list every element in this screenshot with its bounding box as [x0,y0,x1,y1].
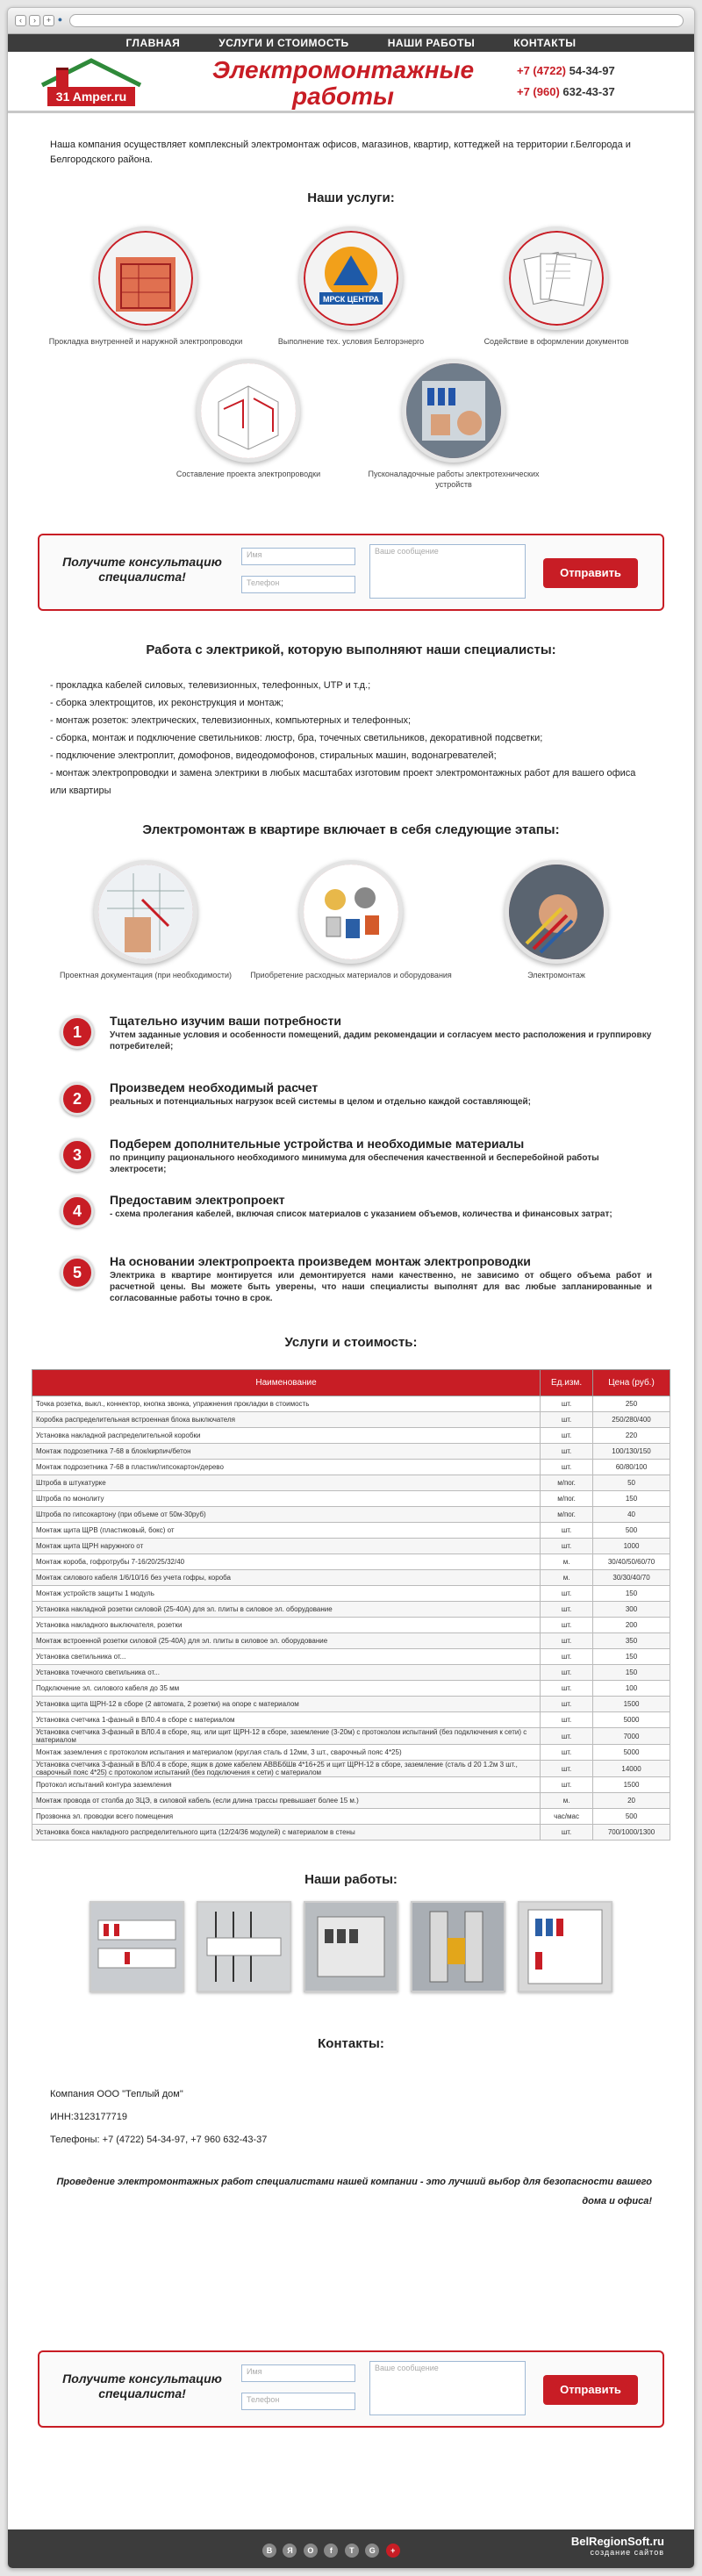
service-caption: Содействие в оформлении документов [484,337,629,346]
phone-input[interactable]: Телефон [241,2393,355,2410]
price-cell: 20 [593,1793,670,1809]
service-name-cell: Монтаж устройств защиты 1 модуль [32,1586,541,1602]
service-name-cell: Установка точечного светильника от... [32,1665,541,1681]
add-share-icon[interactable]: + [386,2544,400,2558]
unit-cell: шт. [541,1586,593,1602]
globe-icon: ● [57,15,63,24]
step-text: Учтем заданные условия и особенности помещений, дадим рекомендации и согласуем место расположения и группировку потребителей; [110,1030,652,1051]
table-row [32,1697,670,1712]
price-cell: 300 [593,1602,670,1618]
price-cell: 30/30/40/70 [593,1570,670,1586]
service-name-cell: Точка розетка, выкл., коннектор, кнопка звонка, упражнения прокладки в стоимость [32,1396,541,1412]
works-title: Наши работы: [304,1872,398,1887]
service-name-cell: Штроба по монолиту [32,1491,541,1507]
service-name-cell: Коробка распределительная встроенная блока выключателя [32,1412,541,1428]
name-input[interactable]: Имя [241,548,355,565]
table-row [32,1793,670,1809]
service-name-cell: Установка накладной розетки силовой (25-40А) для эл. плиты в силовое эл. оборудование [32,1602,541,1618]
table-row [32,1507,670,1523]
developer-brand[interactable] [571,2535,664,2557]
price-cell: 250 [593,1396,670,1412]
intro-text: Наша компания осуществляет комплексный электромонтаж офисов, магазинов, квартир, коттеджей на территории г.Белгорода и Белгородского района. [50,140,631,165]
table-row [32,1586,670,1602]
service-name-cell: Прозвонка эл. проводки всего помещения [32,1809,541,1825]
phone-1 [517,64,615,77]
mrsk-label: МРСК ЦЕНТРА [322,295,380,304]
unit-cell: шт. [541,1681,593,1697]
prices-title: Услуги и стоимость: [284,1335,418,1350]
name-input[interactable]: Имя [241,2364,355,2382]
works-gallery [8,1901,694,1992]
service-name-cell: Монтаж подрозетника 7-68 в пластик/гипсокартон/дерево [32,1460,541,1475]
price-cell: 150 [593,1665,670,1681]
service-name-cell: Установка накладной распределительной коробки [32,1428,541,1444]
list-item: - прокладка кабелей силовых, телевизионных, телефонных, UTP и т.д.; [50,680,371,691]
site-title [211,57,475,110]
social-icons [262,2542,403,2558]
phone-1-code: +7 (4722) [517,64,567,77]
message-textarea[interactable]: Ваше сообщение [369,2361,526,2415]
house-logo-icon[interactable] [39,57,144,110]
message-textarea[interactable]: Ваше сообщение [369,544,526,599]
service-name-cell: Штроба по гипсокартону (при объеме от 50м-30руб) [32,1507,541,1523]
table-row [32,1475,670,1491]
stage-card [43,860,248,980]
service-name-cell: Протокол испытаний контура заземления [32,1777,541,1793]
service-card[interactable] [454,226,659,347]
unit-cell: шт. [541,1697,593,1712]
price-cell: 5000 [593,1712,670,1728]
nav-home[interactable]: ГЛАВНАЯ [125,37,181,49]
step-title: Предоставим электропроект [110,1193,285,1207]
odnoklassniki-icon[interactable]: О [304,2544,318,2558]
step-text: Электрика в квартире монтируется или демонтируется нами качественно, не зависимо от общего объема работ и расчетной цены. Вы можете быть уверены, что наши специалисты выполнят для вас любые запланированные и согласованные работы точно в срок. [110,1271,652,1303]
nav-contacts[interactable]: КОНТАКТЫ [513,37,577,49]
service-name-cell: Установка щита ЩРН-12 в сборе (2 автомата, 2 розетки) на опоре с материалом [32,1697,541,1712]
step-title: Тщательно изучим ваши потребности [110,1014,341,1028]
consult-form-bottom [38,2350,664,2428]
service-caption: Прокладка внутренней и наружной электропроводки [48,337,243,346]
phone-1-number: 54-34-97 [569,64,615,77]
table-row [32,1396,670,1412]
price-cell: 500 [593,1523,670,1539]
price-cell: 30/40/50/60/70 [593,1554,670,1570]
price-cell: 100/130/150 [593,1444,670,1460]
tagline: Проведение электромонтажных работ специалистами нашей компании - это лучший выбор для безопасности вашего дома и офиса! [56,2177,652,2206]
logo-text: 31 Amper.ru [55,90,127,104]
table-row [32,1570,670,1586]
step-number: 1 [61,1015,94,1049]
unit-cell: шт. [541,1712,593,1728]
step-item [50,1254,652,1326]
service-name-cell: Установка счетчика 3-фазный в ВЛ0.4 в сборе, ящ. или щит ЩРН-12 в сборе, заземление (3-20м) с протоколом испытаний (без подключения к сети) с материалом [32,1728,541,1745]
main-nav [8,34,694,52]
list-item: - монтаж розеток: электрических, телевизионных, компьютерных и телефонных; [50,715,412,726]
table-row [32,1539,670,1554]
price-cell: 250/280/400 [593,1412,670,1428]
table-row [32,1649,670,1665]
step-number: 4 [61,1195,94,1228]
table-row [32,1665,670,1681]
service-name-cell: Монтаж силового кабеля 1/6/10/16 без учета гофры, короба [32,1570,541,1586]
list-item: - сборка, монтаж и подключение светильников: люстр, бра, точечных светильников, декоративной подсветки; [50,733,543,743]
vk-icon[interactable]: В [262,2544,276,2558]
service-name-cell: Установка счетчика 3-фазный в ВЛ0.4 в сборе, ящик в доме кабелем АВВБбШв 4*16+25 и щит ЩРН-12 в сборе, заземление (сталь d 20 1.2м 3 шт., сварочный пояс 4*25) с протоколом испытаний (без подключения к сети) с материалом [32,1761,541,1777]
unit-cell: шт. [541,1649,593,1665]
service-name-cell: Монтаж провода от столба до ЗЦЭ, в силовой кабель (если длина трассы превышает более 15 м.) [32,1793,541,1809]
mrsk-logo-image [299,226,403,330]
service-caption: Пусконаладочные работы электротехнических устройств [368,470,540,489]
service-name-cell: Монтаж короба, гофротрубы 7-16/20/25/32/40 [32,1554,541,1570]
site-header [8,52,694,113]
service-card[interactable] [248,226,454,347]
service-name-cell: Монтаж заземления с протоколом испытания и материалом (круглая сталь d 12мм, 3 шт., сварочный пояс 4*25) [32,1745,541,1761]
add-tab-icon[interactable]: + [43,15,54,26]
service-name-cell: Установка накладного выключателя, розетки [32,1618,541,1633]
unit-cell: м/пог. [541,1491,593,1507]
phone-2 [517,85,615,98]
price-cell: 150 [593,1649,670,1665]
table-row [32,1428,670,1444]
price-cell: 50 [593,1475,670,1491]
unit-cell: шт. [541,1539,593,1554]
consult-form-title: Получите консультацию специалиста! [62,2371,222,2400]
google-icon[interactable]: G [365,2544,379,2558]
unit-cell: м. [541,1570,593,1586]
service-name-cell: Монтаж встроенной розетки силовой (25-40А) для эл. плиты в силовое эл. оборудование [32,1633,541,1649]
address-bar[interactable] [69,14,684,27]
unit-cell: шт. [541,1618,593,1633]
column-header: Цена (руб.) [593,1370,670,1396]
price-cell: 5000 [593,1745,670,1761]
site-title-line1: Электромонтажные [211,56,475,83]
browser-window [7,7,695,2569]
unit-cell: шт. [541,1523,593,1539]
service-name-cell: Монтаж подрозетника 7-68 в блок/кирпич/бетон [32,1444,541,1460]
step-title: Подберем дополнительные устройства и необходимые материалы [110,1137,525,1151]
price-cell: 700/1000/1300 [593,1825,670,1841]
list-item: - сборка электрощитов, их реконструкция и монтаж; [50,698,284,708]
services-title: Наши услуги: [307,190,395,205]
list-item: - подключение электроплит, домофонов, видеодомофонов, стиральных машин, водонагревателей; [50,750,497,761]
unit-cell: шт. [541,1412,593,1428]
brand-subtitle: создание сайтов [590,2548,664,2557]
table-row [32,1523,670,1539]
company-phones: Телефоны: +7 (4722) 54-34-97, +7 960 632-43-37 [50,2135,268,2145]
step-text: по принципу рационального необходимого минимума для обеспечения качественной и бесперебойной работы электросети; [110,1153,599,1174]
unit-cell: шт. [541,1444,593,1460]
work-photo[interactable] [90,1901,184,1992]
site-footer [8,2529,695,2568]
electrical-work-image [505,860,608,964]
steps-list [8,1014,694,1326]
service-name-cell: Подключение эл. силового кабеля до 35 мм [32,1681,541,1697]
back-icon[interactable]: ‹ [15,15,26,26]
table-row [32,1633,670,1649]
price-cell: 500 [593,1809,670,1825]
stages-title: Электромонтаж в квартире включает в себя следующие этапы: [142,822,560,837]
price-table-body [32,1396,670,1841]
unit-cell: шт. [541,1428,593,1444]
price-cell: 150 [593,1491,670,1507]
step-text: реальных и потенциальных нагрузок всей системы в целом и отдельно каждой составляющей; [110,1097,532,1107]
unit-cell: шт. [541,1745,593,1761]
table-row [32,1761,670,1777]
step-item [50,1014,652,1080]
stages-row [8,860,694,980]
price-cell: 40 [593,1507,670,1523]
service-name-cell: Установка счетчика 1-фазный в ВЛ0.4 в сборе с материалом [32,1712,541,1728]
table-row [32,1554,670,1570]
unit-cell: м/пог. [541,1507,593,1523]
unit-cell: шт. [541,1460,593,1475]
stage-caption: Проектная документация (при необходимости) [59,971,232,979]
price-cell: 14000 [593,1761,670,1777]
contacts-title: Контакты: [318,2036,384,2051]
nav-services[interactable]: УСЛУГИ И СТОИМОСТЬ [218,37,349,49]
company-inn: ИНН:3123177719 [50,2112,128,2122]
unit-cell: шт. [541,1777,593,1793]
work-photo[interactable] [411,1901,505,1992]
step-item [50,1080,652,1137]
table-row [32,1460,670,1475]
consult-form [38,534,664,611]
unit-cell: час/мас [541,1809,593,1825]
unit-cell: м. [541,1554,593,1570]
table-row [32,1412,670,1428]
stage-card [248,860,454,980]
project-docs-image [94,860,197,964]
table-row [32,1728,670,1745]
service-name-cell: Штроба в штукатурке [32,1475,541,1491]
table-row [32,1745,670,1761]
step-number: 3 [61,1138,94,1172]
service-card[interactable] [146,359,351,490]
unit-cell: шт. [541,1761,593,1777]
step-item [50,1193,652,1254]
wiring-plan-image [197,359,300,463]
price-table [32,1369,670,1841]
unit-cell: шт. [541,1665,593,1681]
table-row [32,1491,670,1507]
service-name-cell: Монтаж щита ЩРВ (пластиковый, бокс) от [32,1523,541,1539]
table-header-row [32,1370,670,1396]
column-header: Наименование [32,1370,541,1396]
work-photo[interactable] [304,1901,398,1992]
step-title: Произведем необходимый расчет [110,1080,319,1094]
phone-input[interactable]: Телефон [241,576,355,593]
price-cell: 150 [593,1586,670,1602]
submit-button[interactable]: Отправить [543,2375,638,2405]
facebook-icon[interactable]: f [324,2544,338,2558]
unit-cell: шт. [541,1602,593,1618]
step-number: 5 [61,1256,94,1289]
step-item [50,1137,652,1193]
stage-caption: Электромонтаж [527,971,585,979]
price-cell: 1000 [593,1539,670,1554]
phone-2-code: +7 (960) [517,85,560,98]
forward-icon[interactable]: › [29,15,40,26]
unit-cell: шт. [541,1825,593,1841]
price-cell: 1500 [593,1777,670,1793]
unit-cell: шт. [541,1633,593,1649]
browser-toolbar [8,8,694,34]
service-card[interactable] [43,226,248,347]
brand-name: BelRegionSoft.ru [570,2535,664,2548]
commissioning-image [402,359,505,463]
stage-caption: Приобретение расходных материалов и оборудования [250,971,452,979]
price-cell: 100 [593,1681,670,1697]
service-card[interactable] [351,359,556,490]
nav-works[interactable]: НАШИ РАБОТЫ [387,37,476,49]
services-row-1 [8,226,694,347]
price-cell: 220 [593,1428,670,1444]
table-row [32,1444,670,1460]
table-row [32,1681,670,1697]
work-photo[interactable] [197,1901,291,1992]
company-name: Компания ООО "Теплый дом" [50,2089,183,2099]
service-name-cell: Установка бокса накладного распределительного щита (12/24/36 модулей) с материалом в стены [32,1825,541,1841]
table-row [32,1712,670,1728]
wiring-building-image [94,226,197,330]
documents-image [505,226,608,330]
stage-card [454,860,659,980]
service-name-cell: Установка светильника от... [32,1649,541,1665]
unit-cell: шт. [541,1728,593,1745]
work-photo[interactable] [518,1901,612,1992]
twitter-icon[interactable]: Т [345,2544,359,2558]
submit-button[interactable]: Отправить [543,558,638,588]
yandex-icon[interactable]: Я [283,2544,297,2558]
price-cell: 200 [593,1618,670,1633]
list-item: - монтаж электропроводки и замена электрики в любых масштабах изготовим проект электромонтажных работ для вашего офиса или квартиры [50,768,636,796]
specialists-title: Работа с электрикой, которую выполняют наши специалисты: [146,642,556,657]
site-title-line2: работы [292,83,394,110]
table-row [32,1618,670,1633]
table-row [32,1777,670,1793]
table-row [32,1602,670,1618]
service-caption: Выполнение тех. условия Белгорэнерго [277,337,425,346]
materials-image [299,860,403,964]
table-row [32,1825,670,1841]
phone-2-number: 632-43-37 [562,85,615,98]
unit-cell: м. [541,1793,593,1809]
specialists-list [50,677,652,800]
step-text: - схема пролегания кабелей, включая список материалов с указанием объемов, количества и финансовых затрат; [110,1209,612,1219]
consult-form-title: Получите консультацию специалиста! [62,555,222,584]
unit-cell: шт. [541,1396,593,1412]
price-cell: 60/80/100 [593,1460,670,1475]
price-cell: 350 [593,1633,670,1649]
services-row-2 [8,359,694,490]
price-cell: 7000 [593,1728,670,1745]
unit-cell: м/пог. [541,1475,593,1491]
service-name-cell: Монтаж щита ЩРН наружного от [32,1539,541,1554]
table-row [32,1809,670,1825]
step-number: 2 [61,1082,94,1116]
service-caption: Составление проекта электропроводки [176,470,321,478]
price-cell: 1500 [593,1697,670,1712]
step-title: На основании электропроекта произведем монтаж электропроводки [110,1254,531,1268]
column-header: Ед.изм. [541,1370,593,1396]
